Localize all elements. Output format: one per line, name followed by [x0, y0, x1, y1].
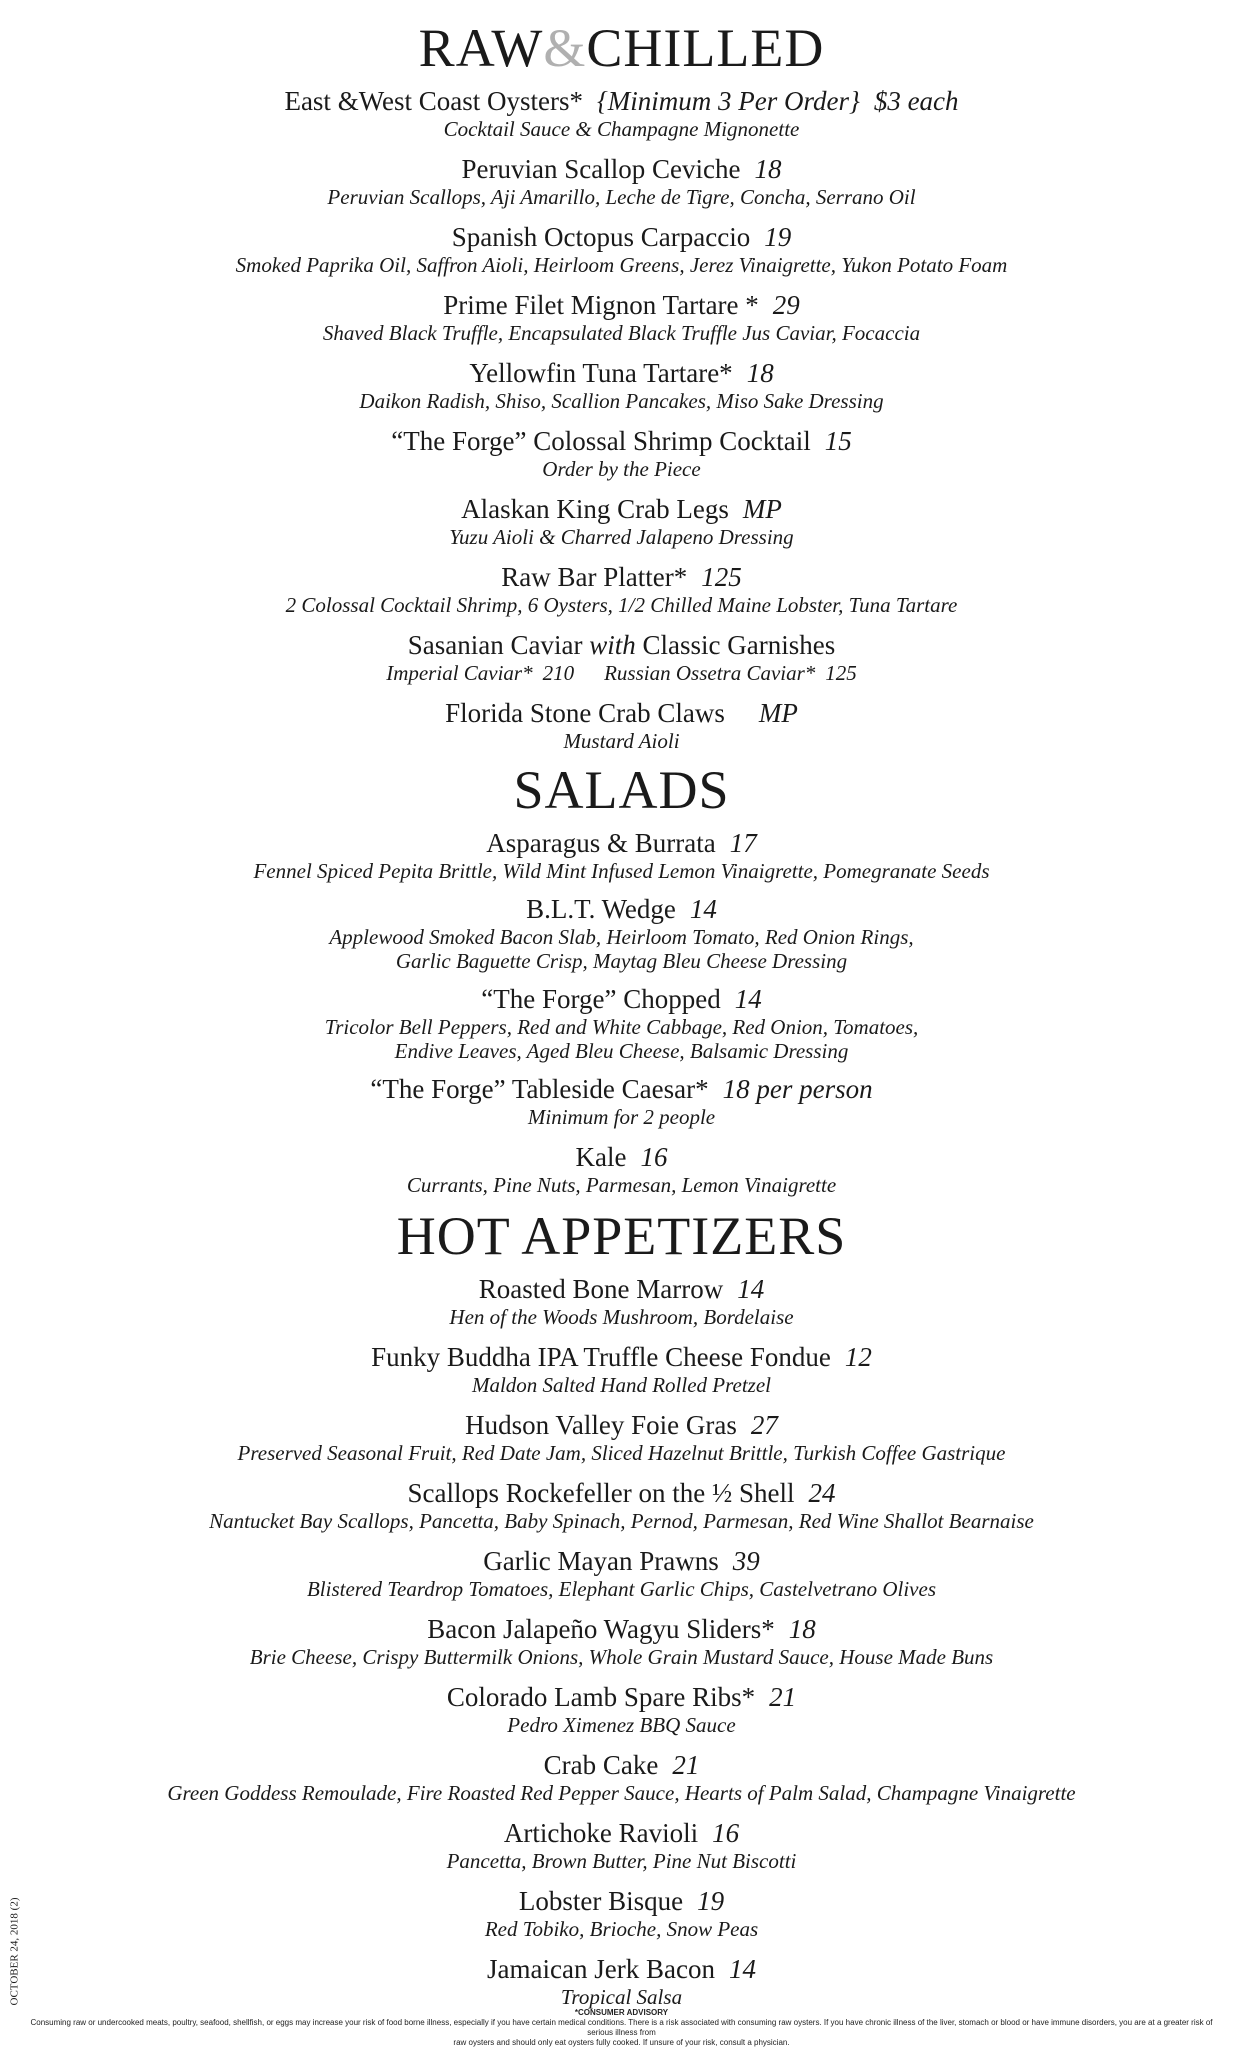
item-line [0, 1074, 1243, 1105]
item-price: 14 [728, 1954, 756, 1984]
menu-item [0, 290, 1243, 345]
item-price: 24 [808, 1478, 836, 1508]
caviar-price: 210 [542, 661, 575, 685]
menu-item [0, 1410, 1243, 1465]
consumer-advisory [30, 2008, 1213, 2048]
item-price: $3 each [873, 86, 959, 116]
menu-item [0, 222, 1243, 277]
menu-item [0, 984, 1243, 1063]
section-title [0, 18, 1243, 78]
item-price: 39 [732, 1546, 760, 1576]
menu-item [0, 1818, 1243, 1873]
section-title: HOT APPETIZERS [396, 1206, 847, 1266]
menu-item [0, 698, 1243, 753]
item-description: Maldon Salted Hand Rolled Pretzel [471, 1373, 771, 1397]
item-price: 21 [672, 1750, 700, 1780]
item-description: Red Tobiko, Brioche, Snow Peas [484, 1917, 759, 1941]
menu-item [0, 154, 1243, 209]
item-name: Lobster Bisque [518, 1886, 684, 1916]
item-description: Tropical Salsa [560, 1985, 683, 2009]
menu-item [0, 562, 1243, 617]
item-price: 125 [701, 562, 742, 592]
menu-item [0, 1478, 1243, 1533]
menu-item [0, 1750, 1243, 1805]
item-line [0, 828, 1243, 859]
item-price: MP [758, 698, 798, 728]
item-description: Green Goddess Remoulade, Fire Roasted Red Pepper Sauce, Hearts of Palm Salad, Champagne Vinaigrette [167, 1781, 1076, 1805]
item-price: 18 [754, 154, 782, 184]
item-description: Hen of the Woods Mushroom, Bordelaise [449, 1305, 794, 1329]
item-description: Peruvian Scallops, Aji Amarillo, Leche de Tigre, Concha, Serrano Oil [327, 185, 916, 209]
item-name: Alaskan King Crab Legs [461, 494, 729, 524]
item-price: 14 [689, 894, 717, 924]
item-line [0, 1886, 1243, 1917]
item-name: Peruvian Scallop Ceviche [461, 154, 741, 184]
advisory-text: Consuming raw or undercooked meats, poultry, seafood, shellfish, or eggs may increase your risk of food borne illness, especially if you have certain medical conditions. There is a risk associated with consuming raw oysters. If you have chronic illness of the liver, stomach or blood or have immune disorders, you are at a greater risk of serious illness from [30, 2018, 1213, 2037]
item-line [0, 562, 1243, 593]
item-description: Yuzu Aioli & Charred Jalapeno Dressing [449, 525, 794, 549]
item-description: 2 Colossal Cocktail Shrimp, 6 Oysters, 1/2 Chilled Maine Lobster, Tuna Tartare [285, 593, 958, 617]
item-price: 16 [712, 1818, 740, 1848]
item-line [0, 358, 1243, 389]
caviar-prices [0, 661, 1243, 685]
item-description: Pancetta, Brown Butter, Pine Nut Biscotti [446, 1849, 797, 1873]
item-line [0, 698, 1243, 729]
item-line [0, 1954, 1243, 1985]
item-name: Asparagus & Burrata [486, 828, 716, 858]
item-description: Brie Cheese, Crispy Buttermilk Onions, Whole Grain Mustard Sauce, House Made Buns [249, 1645, 994, 1669]
item-price: 21 [769, 1682, 797, 1712]
title-part: CHILLED [586, 18, 825, 78]
item-description: Currants, Pine Nuts, Parmesan, Lemon Vinaigrette [406, 1173, 837, 1197]
item-name: Kale [575, 1142, 627, 1172]
item-description: Shaved Black Truffle, Encapsulated Black Truffle Jus Caviar, Focaccia [322, 321, 921, 345]
item-price: 14 [734, 984, 762, 1014]
item-description: Order by the Piece [542, 457, 701, 481]
menu-item [0, 1074, 1243, 1129]
item-description: Smoked Paprika Oil, Saffron Aioli, Heirloom Greens, Jerez Vinaigrette, Yukon Potato Foam [235, 253, 1008, 277]
item-price: 18 per person [722, 1074, 873, 1104]
item-name: Yellowfin Tuna Tartare* [469, 358, 733, 388]
item-line [0, 1682, 1243, 1713]
menu-item [0, 1274, 1243, 1329]
item-line [0, 984, 1243, 1015]
item-line [0, 1410, 1243, 1441]
item-name: Raw Bar Platter* [501, 562, 688, 592]
menu-item [0, 1546, 1243, 1601]
menu-item [0, 1342, 1243, 1397]
item-description: Cocktail Sauce & Champagne Mignonette [443, 117, 800, 141]
caviar-label: Russian Ossetra Caviar* [604, 661, 816, 685]
item-price: 17 [729, 828, 757, 858]
item-price: 27 [750, 1410, 778, 1440]
item-line [0, 630, 1243, 661]
item-name: Florida Stone Crab Claws [445, 698, 725, 728]
item-name: Classic Garnishes [642, 630, 836, 660]
advisory-title: *CONSUMER ADVISORY [574, 2008, 669, 2017]
menu-date: OCTOBER 24, 2018 (2) [8, 1897, 21, 2006]
item-line [0, 1818, 1243, 1849]
section-raw-chilled [0, 18, 1243, 78]
item-description: Applewood Smoked Bacon Slab, Heirloom Tomato, Red Onion Rings, [329, 925, 914, 949]
item-price: 15 [824, 426, 852, 456]
item-name: Colorado Lamb Spare Ribs* [446, 1682, 756, 1712]
item-name: Hudson Valley Foie Gras [465, 1410, 737, 1440]
item-description: Blistered Teardrop Tomatoes, Elephant Garlic Chips, Castelvetrano Olives [306, 1577, 936, 1601]
item-line [0, 222, 1243, 253]
item-price: 19 [697, 1886, 725, 1916]
item-price: 29 [772, 290, 800, 320]
title-ampersand: & [543, 18, 587, 78]
item-name: “The Forge” Chopped [481, 984, 721, 1014]
menu-item [0, 1954, 1243, 2009]
menu-item [0, 1886, 1243, 1941]
item-name: Artichoke Ravioli [503, 1818, 699, 1848]
item-description: Minimum for 2 people [527, 1105, 716, 1129]
item-line [0, 154, 1243, 185]
item-name: Sasanian Caviar [407, 630, 583, 660]
item-name: Crab Cake [543, 1750, 659, 1780]
item-line [0, 1478, 1243, 1509]
item-description: Preserved Seasonal Fruit, Red Date Jam, Sliced Hazelnut Brittle, Turkish Coffee Gastrique [237, 1441, 1006, 1465]
menu-item [0, 1142, 1243, 1197]
item-name: East &West Coast Oysters* [284, 86, 583, 116]
item-line [0, 1342, 1243, 1373]
item-description: Fennel Spiced Pepita Brittle, Wild Mint Infused Lemon Vinaigrette, Pomegranate Seeds [253, 859, 990, 883]
item-name: Jamaican Jerk Bacon [487, 1954, 715, 1984]
item-name: Funky Buddha IPA Truffle Cheese Fondue [371, 1342, 831, 1372]
advisory-text: raw oysters and should only eat oysters fully cooked. If unsure of your risk, consult a physician. [453, 2038, 790, 2047]
menu-item [0, 1682, 1243, 1737]
item-line [0, 1614, 1243, 1645]
item-name: “The Forge” Colossal Shrimp Cocktail [391, 426, 811, 456]
item-line [0, 1142, 1243, 1173]
item-name: Prime Filet Mignon Tartare * [443, 290, 759, 320]
item-line [0, 426, 1243, 457]
item-description: Mustard Aioli [563, 729, 680, 753]
item-line [0, 1274, 1243, 1305]
section-salads [0, 760, 1243, 820]
item-description: Pedro Ximenez BBQ Sauce [507, 1713, 736, 1737]
menu-item [0, 494, 1243, 549]
title-part: RAW [418, 18, 544, 78]
item-name: Spanish Octopus Carpaccio [451, 222, 751, 252]
item-note: {Minimum 3 Per Order} [597, 86, 860, 116]
item-line [0, 290, 1243, 321]
section-hot-appetizers [0, 1206, 1243, 1266]
item-description: Nantucket Bay Scallops, Pancetta, Baby Spinach, Pernod, Parmesan, Red Wine Shallot Bearnaise [209, 1509, 1034, 1533]
item-line [0, 1546, 1243, 1577]
item-line [0, 894, 1243, 925]
item-price: 18 [788, 1614, 816, 1644]
menu-item [0, 894, 1243, 973]
item-price: 16 [640, 1142, 668, 1172]
menu-item [0, 426, 1243, 481]
item-description: Endive Leaves, Aged Bleu Cheese, Balsamic Dressing [394, 1039, 849, 1063]
item-price: 12 [844, 1342, 872, 1372]
item-name: Scallops Rockefeller on the ½ Shell [407, 1478, 795, 1508]
caviar-price: 125 [825, 661, 857, 685]
item-description: Daikon Radish, Shiso, Scallion Pancakes, Miso Sake Dressing [359, 389, 884, 413]
item-name: Roasted Bone Marrow [478, 1274, 724, 1304]
item-price: 19 [764, 222, 792, 252]
item-name: Garlic Mayan Prawns [483, 1546, 719, 1576]
caviar-label: Imperial Caviar* [386, 661, 533, 685]
item-name: B.L.T. Wedge [526, 894, 676, 924]
item-name-with: with [589, 630, 636, 660]
section-title: SALADS [513, 760, 730, 820]
item-price: MP [742, 494, 782, 524]
item-price: 14 [737, 1274, 765, 1304]
item-name: Bacon Jalapeño Wagyu Sliders* [427, 1614, 775, 1644]
menu-item [0, 828, 1243, 883]
item-line [0, 494, 1243, 525]
menu-item [0, 358, 1243, 413]
menu-item [0, 86, 1243, 141]
item-description: Garlic Baguette Crisp, Maytag Bleu Cheese Dressing [395, 949, 848, 973]
item-line [0, 86, 1243, 117]
menu-item [0, 1614, 1243, 1669]
item-line [0, 1750, 1243, 1781]
item-price: 18 [746, 358, 774, 388]
item-description: Tricolor Bell Peppers, Red and White Cabbage, Red Onion, Tomatoes, [324, 1015, 919, 1039]
menu-item [0, 630, 1243, 685]
item-name: “The Forge” Tableside Caesar* [370, 1074, 709, 1104]
